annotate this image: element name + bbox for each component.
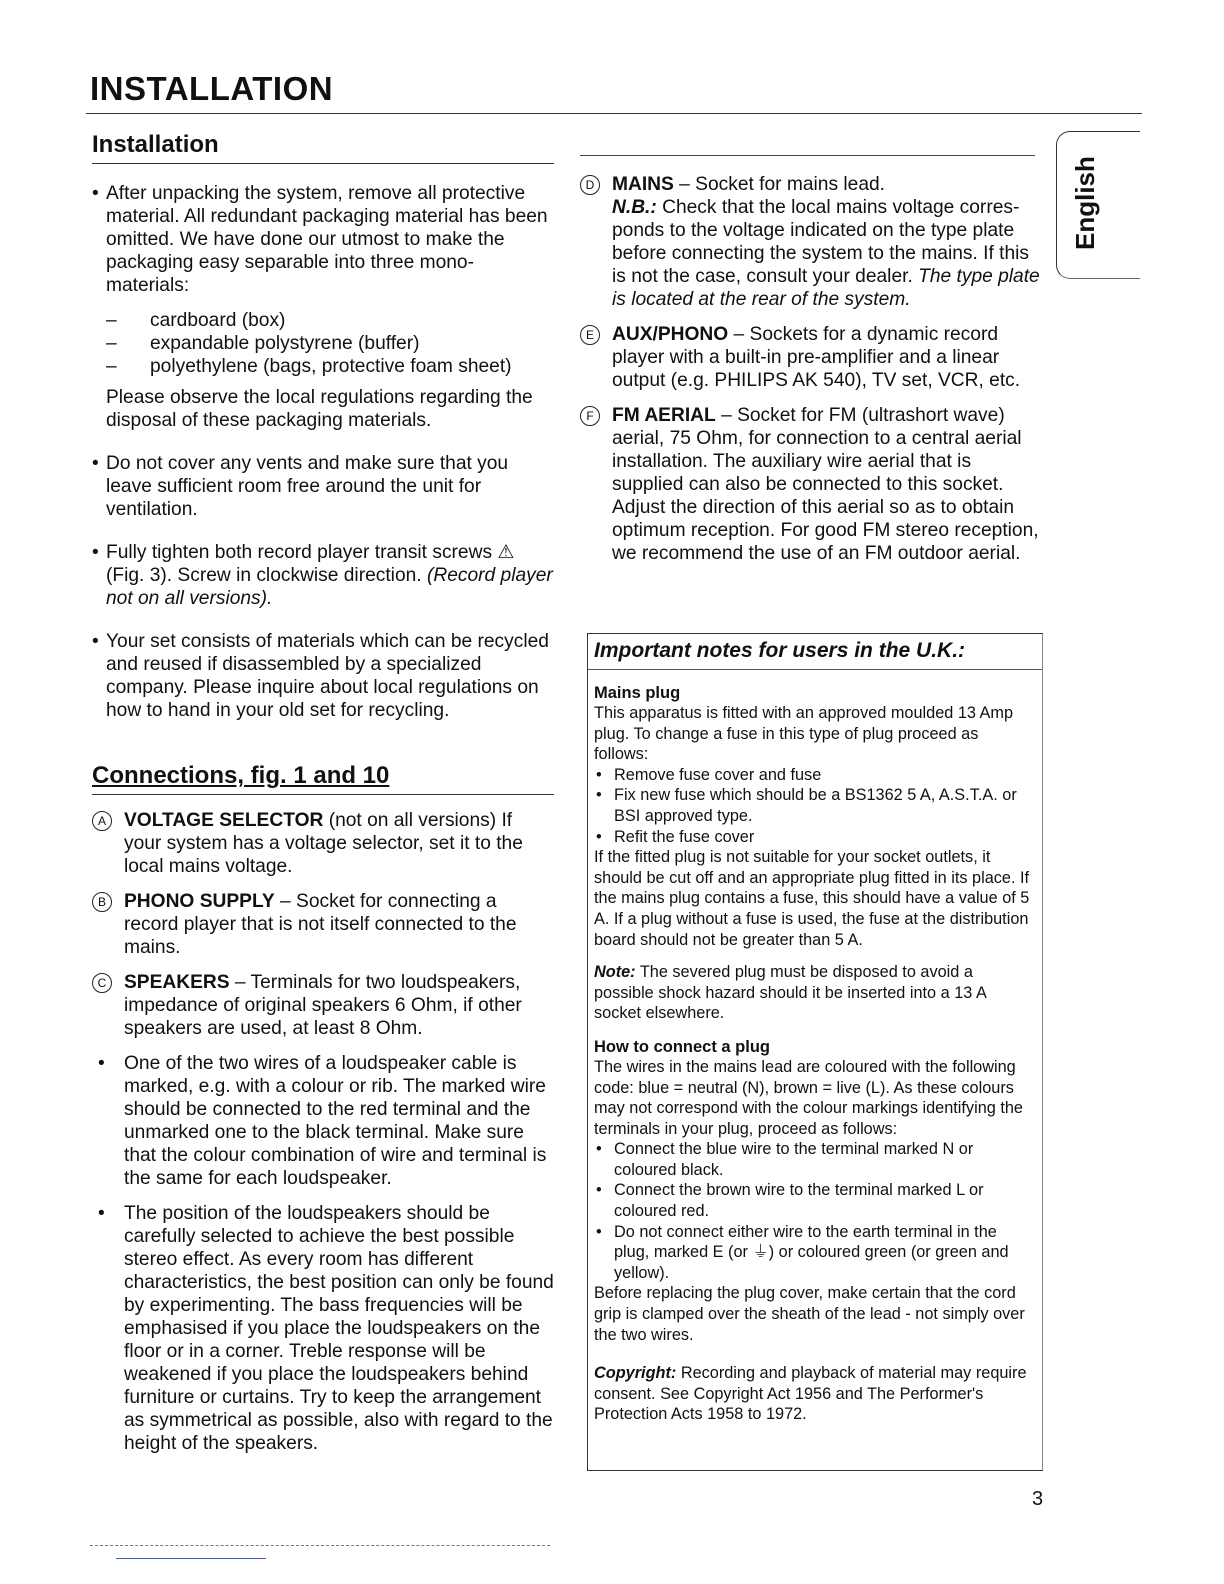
scan-artifact-line — [90, 1545, 550, 1546]
connection-item-phono-supply — [92, 890, 554, 959]
fuse-steps-list — [594, 765, 1034, 847]
installation-paragraph-transit-screws — [92, 541, 554, 610]
nb-italic: The type plate is located at the rear of the system. — [612, 266, 1040, 310]
transit-screws-note: (Record player not on all versions). — [106, 565, 553, 609]
installation-paragraph-disposal: Please observe the local regulations regarding the disposal of these packaging materials. — [106, 387, 533, 431]
copyright-notice — [594, 1363, 1034, 1425]
badge-f: F — [580, 406, 600, 426]
wiring-steps-list — [594, 1139, 1034, 1283]
connections-heading-text: Connections, fig. 1 and 10 — [92, 762, 390, 789]
connect-plug-heading: How to connect a plug — [594, 1037, 770, 1056]
connection-label: FM AERIAL — [612, 405, 716, 426]
connection-text: – Socket for mains lead. — [673, 174, 885, 195]
connection-label: SPEAKERS — [124, 972, 230, 993]
list-item: • Remove fuse cover and fuse — [594, 765, 1034, 786]
mains-plug-intro: This apparatus is fitted with an approved moulded 13 Amp plug. To change a fuse in this type of plug proceed as follows: — [594, 704, 1014, 764]
copyright-text: Recording and playback of material may require consent. See Copyright Act 1956 and The Performer's Protection Acts 1958 to 1972. — [594, 1364, 1027, 1424]
language-tab — [1056, 131, 1140, 279]
note-label: Note: — [594, 963, 636, 982]
note-text: The severed plug must be disposed to avoid a possible shock hazard should it be inserted into a 13 A socket elsewhere. — [594, 963, 986, 1023]
list-item: • Refit the fuse cover — [594, 827, 1034, 848]
connection-text: (not on all versions) If your system has a voltage selector, set it to the local mains voltage. — [124, 810, 523, 877]
list-item: – cardboard (box) — [106, 309, 554, 332]
right-column — [580, 155, 1042, 565]
badge-b: B — [92, 892, 112, 912]
connection-label: AUX/PHONO — [612, 324, 729, 345]
bottom-rule — [116, 1558, 266, 1559]
connection-item-aux-phono — [580, 323, 1042, 392]
list-item: • Do not connect either wire to the earth terminal in the plug, marked E (or ⏚) or coloured green (or green and yellow). — [594, 1222, 1034, 1284]
connect-plug-after: Before replacing the plug cover, make certain that the cord grip is clamped over the sheath of the lead - not simply over the two wires. — [594, 1284, 1025, 1344]
connection-text: – Socket for connecting a record player that is not itself connected to the mains. — [124, 891, 517, 958]
nb-text: Check that the local mains voltage corres-ponds to the voltage indicated on the type plate before connecting the system to the mains. If this is not the case, consult your dealer. — [612, 197, 1030, 287]
list-item: – polyethylene (bags, protective foam sheet) — [106, 355, 554, 378]
connection-item-mains — [580, 173, 1042, 311]
connection-label: PHONO SUPPLY — [124, 891, 275, 912]
connection-item-fm-aerial — [580, 404, 1042, 565]
badge-a: A — [92, 811, 112, 831]
connection-text: – Terminals for two loudspeakers, impedance of original speakers 6 Ohm, if other speakers are used, at least 8 Ohm. — [124, 972, 522, 1039]
copyright-label: Copyright: — [594, 1364, 677, 1383]
left-column — [92, 131, 554, 1455]
connection-text: – Socket for FM (ultrashort wave) aerial, 75 Ohm, for connection to a central aerial installation. The auxiliary wire aerial that is supplied can also be connected to this socket. Adjust the direction of this aerial so as to obtain optimum reception. For good FM stereo reception, we recommend the use of an FM outdoor aerial. — [612, 405, 1039, 564]
installation-heading: Installation — [92, 131, 554, 164]
badge-e: E — [580, 325, 600, 345]
mains-plug-after: If the fitted plug is not suitable for your socket outlets, it should be cut off and an appropriate plug fitted in its place. If the mains plug contains a fuse, this should have a value of 5 A. If a plug without a fuse is used, the fuse at the distribution board should not be greater than 5 A. — [594, 848, 1030, 949]
badge-d: D — [580, 175, 600, 195]
connections-heading — [92, 762, 554, 795]
page-title: INSTALLATION — [90, 70, 334, 107]
installation-paragraph-vents: • Do not cover any vents and make sure that you leave sufficient room free around the unit for ventilation. — [92, 452, 554, 521]
connection-text: – Sockets for a dynamic record player with a built-in pre-amplifier and a linear output (e.g. PHILIPS AK 540), TV set, VCR, etc. — [612, 324, 1021, 391]
language-tab-label: English — [1070, 156, 1100, 250]
list-item: • Fix new fuse which should be a BS1362 5 A, A.S.T.A. or BSI approved type. — [594, 785, 1034, 826]
list-item: • Connect the blue wire to the terminal marked N or coloured black. — [594, 1139, 1034, 1180]
badge-c: C — [92, 973, 112, 993]
uk-notes-title: Important notes for users in the U.K.: — [588, 637, 1042, 670]
page-number: 3 — [1032, 1488, 1044, 1510]
list-item: • Connect the brown wire to the terminal marked L or coloured red. — [594, 1180, 1034, 1221]
installation-paragraph-unpacking: • After unpacking the system, remove all protective material. All redundant packaging material has been omitted. We have done our utmost to make the packaging easy separable into three mono-materials: — [92, 182, 554, 297]
installation-paragraph-recycling: • Your set consists of materials which can be recycled and reused if disassembled by a specialized company. Please inquire about local regulations on how to hand in your old set for recycling. — [92, 630, 554, 722]
uk-notes-box — [587, 633, 1043, 1471]
connection-label: VOLTAGE SELECTOR — [124, 810, 324, 831]
packaging-materials-list — [106, 309, 554, 378]
connection-label: MAINS — [612, 174, 674, 195]
connect-plug-intro: The wires in the mains lead are coloured with the following code: blue = neutral (N), brown = live (L). As these colours may not correspond with the colour markings identifying the terminals in your plug, proceed as follows: — [594, 1057, 1023, 1138]
connection-item-voltage-selector — [92, 809, 554, 878]
speaker-wire-paragraph: • One of the two wires of a loudspeaker cable is marked, e.g. with a colour or rib. The marked wire should be connected to the red terminal and the unmarked one to the black terminal. Make sure that the colour combination of wire and terminal is the same for each loudspeaker. — [92, 1052, 554, 1190]
speaker-position-paragraph: • The position of the loudspeakers should be carefully selected to achieve the best possible stereo effect. As every room has different characteristics, the best position can only be found by experimenting. The bass frequencies will be emphasised if you place the loudspeakers on the floor or in a corner. Treble response will be weakened if you place the loudspeakers behind furniture or curtains. Try to keep the arrangement as symmetrical as possible, also with regard to the height of the speakers. — [92, 1202, 554, 1455]
connection-item-speakers — [92, 971, 554, 1040]
severed-plug-note — [594, 962, 1034, 1024]
list-item: – expandable polystyrene (buffer) — [106, 332, 554, 355]
nb-label: N.B.: — [612, 197, 657, 218]
mains-plug-heading: Mains plug — [594, 684, 681, 702]
title-rule — [86, 113, 1142, 114]
transit-screws-text: Fully tighten both record player transit screws ⚠ (Fig. 3). Screw in clockwise direction. — [106, 542, 515, 586]
